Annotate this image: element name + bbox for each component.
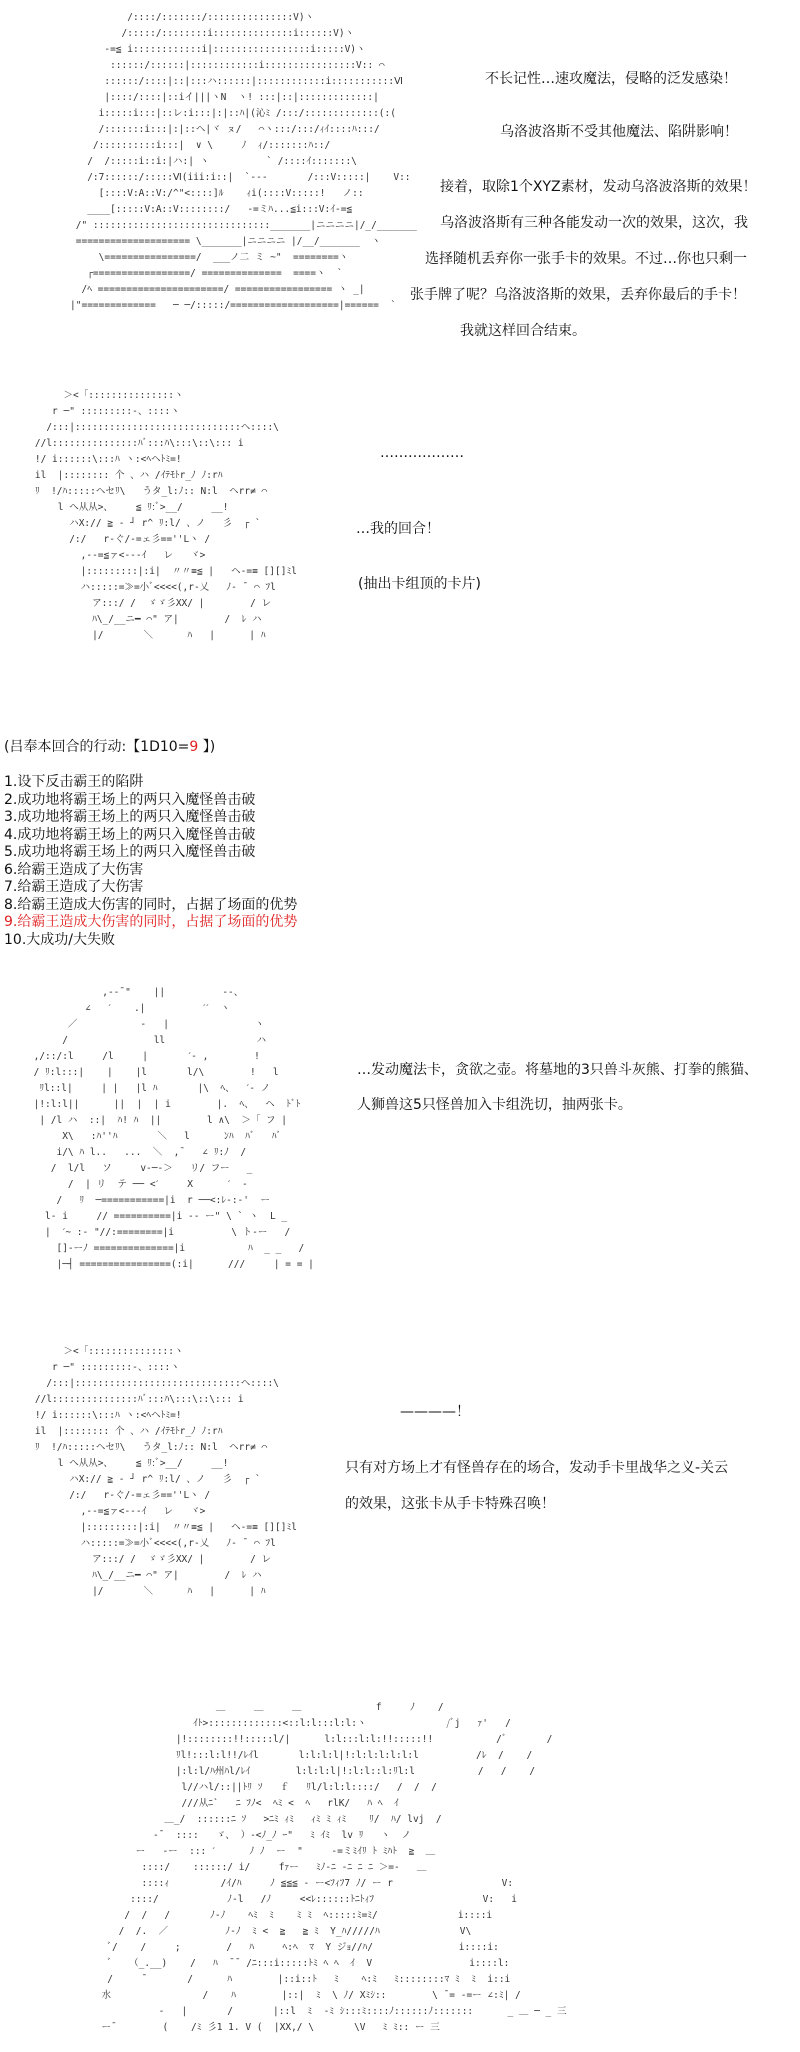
roll-outcome: 1.设下反击霸王的陷阱 bbox=[4, 774, 144, 790]
dialogue-line: 乌洛波洛斯有三种各能发动一次的效果，这次，我 bbox=[440, 215, 748, 231]
dialogue-line: 不长记性…速攻魔法，侵略的泛发感染！ bbox=[485, 71, 737, 87]
ascii-art-monster: ＿ ＿ ＿ f ﾉ / ｲﾄ>:::::::::::::<::l:l:::l:l:ヽ /ﾞj ｧ' / |!::::::::!!:::::l/| l:l:::l:l:!!:::::!! /ﾞ / ﾘl!:::l:l!!/ﾚｲl l:l:l:l|!:l:l:l:l:l:l /ﾚ / / |:l:l/ﾊ州ﾊl/ﾚｲ l:l:l:l|!:l:l::l:ﾘl:l / / / l//ハl/::||ﾄﾘ ｿ ｆ ﾘl/l:l:l::::/ / / / ///从ﾆ` ﾆ ﾌﾉ< ﾍﾐ < ﾍ rlK/ ﾊ ﾍ ｲ ＿_/ ::::::ﾆ ｿ >ﾆﾐ ｨﾐ ｨﾐ ﾐ ｨﾐ ﾘ/ ﾊ/ lvj / -ˉ :::: ゞ、 ）-<ﾉ_ﾉ ｰ" ﾐ ｲﾐ lv ﾘ ヽ ノ ー -ー ::: ˊ ﾉ ﾉ ー " -=ミﾐｲﾘ ﾄ ﾐﾊﾄ ≧ ＿ ::::/ ::::::/ i/ fｧー ﾐﾉ-ﾆ -ﾆ ﾆ ﾆ ＞=- ＿ ::::ｨ /ｲ/ﾊ ﾉ ≦≦≦ - ー<ﾌｨﾌ7 ﾉ/ ー r V: ::::/ ﾉ-l /ﾉ <<ﾚ::::::ﾄﾆﾄｨﾌ V: i / / / ﾉ-ﾉ ﾍﾐ ﾐ ﾐ ﾐ ﾍ:::::ﾐ=ﾐ/ i::::i / /. ／ ﾉ-ﾉ ﾐ < ≧ ≧ ﾐ Y_ﾊ/////ﾊ V\ ﾞ/ / ; / ﾊ ﾍ:ﾍ ﾏ Y ジｮ//ﾊ/ i::::i: ﾞ （_.__) / ﾊ ̄ ̄ /ﾆ:::i:::::ﾄﾐ ﾍ ﾍ ｲ V i::::l: / ˉ / ﾊ |::i::ﾄ ﾐ ﾍ:ﾐ ﾐ::::::::ﾏ ﾐ ﾐ i::i 水 / ﾊ |::| ﾐ \ ﾉ/ Xﾐｼ:: \ ˉ= -=ー ∠:ﾐ| / ‐ | / |::l ﾐ -ﾐ ｼ:::ﾐ::::ﾉ::::::ﾉ::::::: _ ＿ ─ _ 三 ーˉ ( /ﾐ 彡1 1. V ( |XX,/ \ \V ﾐ ﾐ:: ー 三 bbox=[101, 1702, 567, 2033]
roll-outcome: 3.成功地将霸王场上的两只入魔怪兽击破 bbox=[4, 809, 256, 825]
dialogue-line: ————！ bbox=[400, 1404, 470, 1420]
roll-title-prefix: (吕奉本回合的行动:【1D10= bbox=[4, 739, 190, 755]
dialogue-line: 乌洛波洛斯不受其他魔法、陷阱影响！ bbox=[500, 124, 738, 140]
roll-outcome-selected: 9.给霸王造成大伤害的同时，占据了场面的优势 bbox=[4, 914, 298, 930]
dice-roll-title bbox=[4, 736, 215, 756]
roll-outcome: 4.成功地将霸王场上的两只入魔怪兽击破 bbox=[4, 826, 256, 843]
dialogue-line: 只有对方场上才有怪兽存在的场合，发动手卡里战华之义-关云 bbox=[345, 1460, 729, 1476]
dialogue-line: 我就这样回合结束。 bbox=[460, 323, 586, 339]
roll-outcome: 2.成功地将霸王场上的两只入魔怪兽击破 bbox=[4, 791, 256, 808]
dialogue-line: 人狮兽这5只怪兽加入卡组洗切，抽两张卡。 bbox=[357, 1097, 632, 1113]
dialogue-line: (抽出卡组顶的卡片) bbox=[358, 576, 481, 592]
dialogue-line: 的效果，这张卡从手卡特殊召唤！ bbox=[345, 1496, 555, 1512]
roll-outcome: 6.给霸王造成了大伤害 bbox=[4, 861, 144, 878]
dialogue-line: …我的回合！ bbox=[356, 521, 440, 537]
ascii-art-character-3: ,--ˉ" || --、 ∠ ˊ .| ˊˊ ヽ ／ - | ヽ / ll ハ ,/::/:l /l | ˊ- , ! / ﾘ:l:::| | |l l/\ ! l ﾘl::l| | | |l ﾊ |\ ﾍ、 ˊ- ノ |!:l:l|| || | | i |. ﾍ、 ヘ ﾄﾞﾄ | /l ハ ::| ﾊ! ﾊ || l ∧\ ＞「 フ | X\ :ﾊ''ﾊ ＼ l ﾝﾊ ﾊﾞ ﾊﾞ i/\ ﾊ l.. ... ＼ ,ˉ ∠ ﾘ:ﾉ / / l/l ソ v-─-＞ リ/ フー _ / | リ テ ── <ˊ X ˊ - / ﾘ ─===========|i r ──<:ﾚ-:-' ー l‐ i // ==========|i -- ー" \ ` ヽ L _ | ˊ~ :- "//:========|i \ ト-ー / []-ーﾉ ==============|i ﾊ _ _ / |─┤ ================(:i| /// | = = | bbox=[33, 987, 314, 1270]
roll-outcome: 7.给霸王造成了大伤害 bbox=[4, 879, 144, 895]
ascii-art-character-2: ＞<「:::::::::::::::ヽ r ─" :::::::::-、::::ヽ /:::|:::::::::::::::::::::::::::::ヘ::::\ //l:::::::::::::::ﾊﾞ:::ﾊ\:::\::\::: i !/ i::::::\:::ﾊ ヽ:<ﾍヘﾄﾐ=! il |:::::::: 个 、ハ /ｲﾃﾓﾄr_ﾉ ﾉ:rﾊ ﾘ !/ﾊ:::::ヘセﾘ\ うタ_l:ﾉ:: N:l ヘrr≠ ⌒ l へ从从>、 ≦ ﾘ:ﾞ>__/ __! ハX:// ≧ - ┘ r^ ﾘ:l/ 、ノ 彡 ┌ ` /:/ r-ぐ/-=ェ彡==''Lヽ / ,--=≦ァ<---ｲ レ ヾ> |:::::::::|:i| 〃〃≡≦ | ヘ-=≡ [][]ﾐl ハ:::::=≫=小ﾞ<<<<(,r-乂 ﾉ- ˉ ⌒ ﾌl ア:::/ / ゞゞ彡XX/ | / レ ﾊ\_/__ニ━ ⌒" ア| / ﾚ ハ |/ ＼ ﾊ | | ﾊ bbox=[34, 390, 297, 641]
dialogue-line: 张手牌了呢？乌洛波洛斯的效果，丢弃你最后的手卡！ bbox=[410, 287, 746, 303]
dialogue-line: 选择随机丢弃你一张手卡的效果。不过…你也只剩一 bbox=[425, 251, 747, 267]
ascii-art-character-1: /::::/:::::::/:::::::::::::::V)ヽ /:::::/::::::::i::::::::::::::i::::::V)ヽ -=≦ i::::::::::::i|:::::::::::::::::i:::::V)ヽ ::::::/::::::|::::::::::::i::::::::::::::::V:: ⌒ ::::::/::::|::|:::ハ::::::|::::::::::::i:::::::::::Ⅵ |::::/::::|::iイ|||ヽN ヽ! :::|::|:::::::::::::| i:::::i:::|::レ:i:::|:|::ﾊ|(沁ﾐ /:::/:::::::::::::(:( /:::::::i:::|:|::ヘ|ヾ ㇴ/ ⌒ヽ:::/:::/ｨｲ::::ﾊ:::/ /::::::::::i:::| ∨ \ ﾉ ｨ/:::::::ﾊ::/ / /:::::i::i:|ハ:| ヽ ` /::::ｲ:::::::\ /:7::::::/:::::Ⅵ(iii:i::| `--- /:::V:::::| V:: [::::V:A::V:/^"<::::]ﾙ ｨi(::::V:::::! ノ:: ____[:::::V:A::V::::::::/ -=ミﾊ...≦i:::V:ｲ-=≦ /" :::::::::::::::::::::::::::::::_______|ニニニニ|/_/_______ ==================== \_______|ニニニニ |/__/_______ ヽ \================/ ___ノ二 ミ ~" ========ヽ ┌=================/ ============== ====ヽ ` /ﾍ ======================/ ================= ヽ _| |"============= ─ ─/:::::/===================|====== ` bbox=[70, 12, 417, 311]
roll-result-value: 9 bbox=[189, 739, 199, 755]
ascii-art-character-4: ＞<「:::::::::::::::ヽ r ─" :::::::::-、::::ヽ /:::|:::::::::::::::::::::::::::::ヘ::::\ //l:::::::::::::::ﾊﾞ:::ﾊ\:::\::\::: i !/ i::::::\:::ﾊ ヽ:<ﾍヘﾄﾐ=! il |:::::::: 个 、ハ /ｲﾃﾓﾄr_ﾉ ﾉ:rﾊ ﾘ !/ﾊ:::::ヘセﾘ\ うタ_l:ﾉ:: N:l ヘrr≠ ⌒ l へ从从>、 ≦ ﾘ:ﾞ>__/ __! ハX:// ≧ - ┘ r^ ﾘ:l/ 、ノ 彡 ┌ ` /:/ r-ぐ/-=ェ彡==''Lヽ / ,--=≦ァ<---ｲ レ ヾ> |:::::::::|:i| 〃〃≡≦ | ヘ-=≡ [][]ﾐl ハ:::::=≫=小ﾞ<<<<(,r-乂 ﾉ- ˉ ⌒ ﾌl ア:::/ / ゞゞ彡XX/ | / レ ﾊ\_/__ニ━ ⌒" ア| / ﾚ ハ |/ ＼ ﾊ | | ﾊ bbox=[34, 1346, 297, 1597]
roll-outcome-list bbox=[4, 774, 297, 949]
roll-outcome: 8.给霸王造成大伤害的同时，占据了场面的优势 bbox=[4, 896, 298, 913]
dialogue-line: …发动魔法卡，贪欲之壶。将墓地的3只兽斗灰熊、打拳的熊猫、 bbox=[357, 1062, 758, 1078]
dialogue-line: ……………… bbox=[380, 445, 464, 461]
dialogue-line: 接着，取除1个XYZ素材，发动乌洛波洛斯的效果！ bbox=[440, 179, 757, 195]
roll-outcome: 10.大成功/大失败 bbox=[4, 931, 115, 948]
roll-title-suffix: 】) bbox=[198, 739, 216, 755]
roll-outcome: 5.成功地将霸王场上的两只入魔怪兽击破 bbox=[4, 844, 256, 860]
